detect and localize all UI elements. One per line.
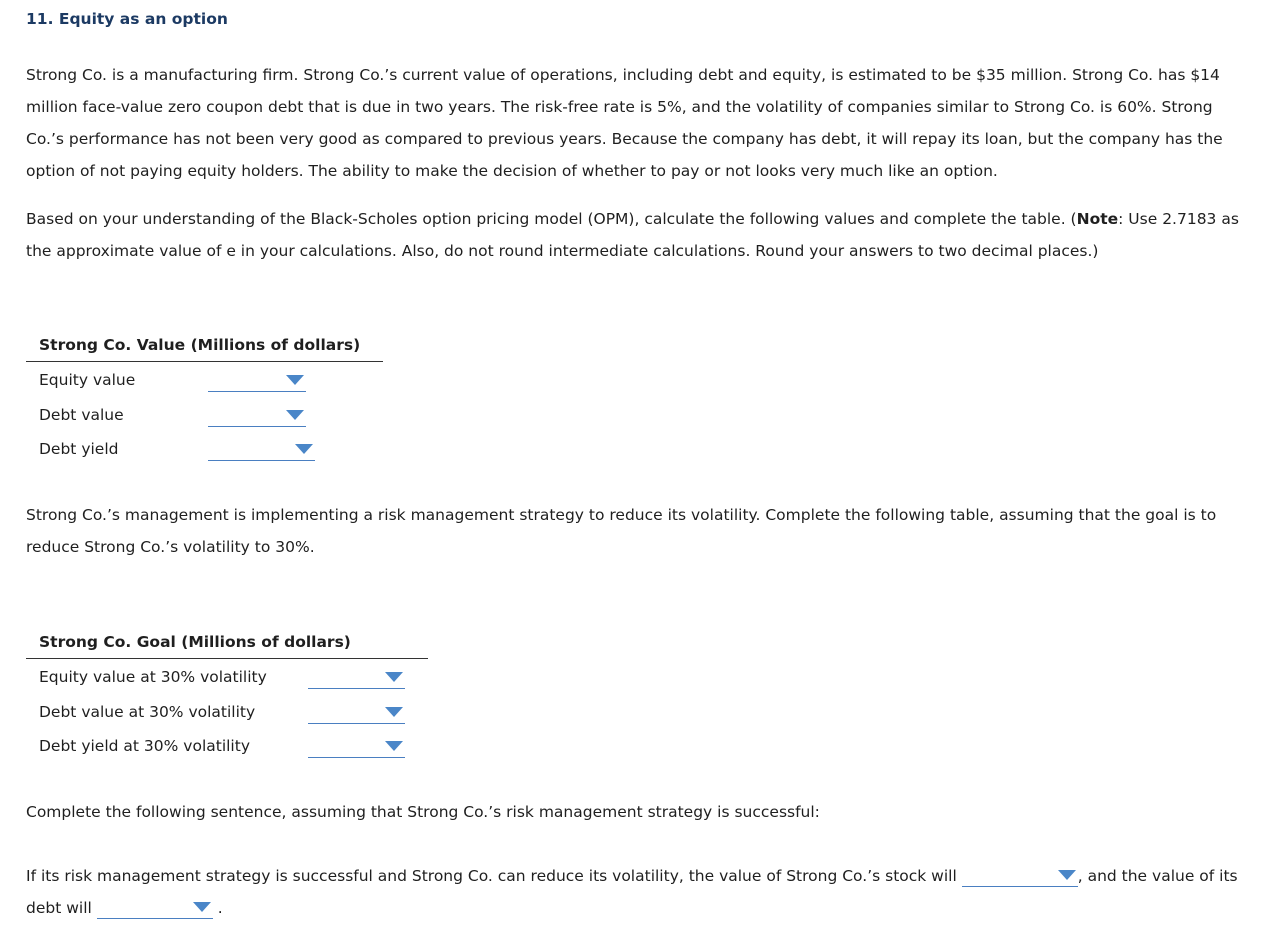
debt-yield-label: Debt yield — [39, 440, 119, 458]
sentence-part1: If its risk management strategy is successful and Strong Co. can reduce its volatility, the value of Strong Co.’s stock will — [26, 867, 957, 885]
equity-value-30-label: Equity value at 30% volatility — [39, 668, 267, 686]
sentence-part2: , and the value of its debt will — [26, 867, 1238, 917]
table-row — [26, 431, 383, 466]
table-row — [26, 397, 383, 432]
chevron-down-icon — [385, 707, 403, 717]
chevron-down-icon — [385, 672, 403, 682]
chevron-down-icon — [286, 375, 304, 385]
table-row — [26, 694, 428, 729]
debt-yield-30-label: Debt yield at 30% volatility — [39, 737, 250, 755]
debt-value-30-label: Debt value at 30% volatility — [39, 702, 256, 721]
instruction-note: Note — [1076, 210, 1119, 228]
chevron-down-icon — [1058, 870, 1076, 880]
goal-table — [26, 630, 428, 763]
stock-value-dropdown[interactable] — [962, 866, 1078, 887]
chevron-down-icon — [385, 741, 403, 751]
sentence-part3: . — [217, 899, 223, 917]
debt-value-dropdown[interactable] — [208, 404, 306, 427]
risk-paragraph: Strong Co.’s management is implementing a risk management strategy to reduce its volatility. Complete the following table, assuming that the goal is to reduce Strong Co.’s volatility to 30%. — [26, 506, 1217, 556]
question-title: 11. Equity as an option — [26, 10, 228, 28]
equity-value-label: Equity value — [39, 371, 136, 389]
goal-table-header: Strong Co. Goal (Millions of dollars) — [26, 630, 428, 659]
equity-value-dropdown[interactable] — [208, 369, 306, 392]
sentence-prompt: Complete the following sentence, assuming that Strong Co.’s risk management strategy is successful: — [26, 803, 820, 821]
fill-in-sentence — [26, 860, 1256, 924]
value-table-header: Strong Co. Value (Millions of dollars) — [26, 333, 383, 362]
table-row — [26, 659, 428, 694]
chevron-down-icon — [295, 444, 313, 454]
debt-value-label: Debt value — [39, 405, 124, 424]
chevron-down-icon — [193, 902, 211, 912]
value-table — [26, 333, 383, 466]
debt-value-30-dropdown[interactable] — [308, 701, 405, 724]
debt-yield-30-dropdown[interactable] — [308, 735, 405, 758]
instruction-paragraph — [26, 203, 1251, 267]
instruction-pre: Based on your understanding of the Black-Scholes option pricing model (OPM), calculate the following values and complete the table. ( — [26, 210, 1077, 228]
table-row — [26, 728, 428, 763]
equity-value-30-dropdown[interactable] — [308, 666, 405, 689]
intro-paragraph: Strong Co. is a manufacturing firm. Strong Co.’s current value of operations, including debt and equity, is estimated to be $35 million. Strong Co. has $14 million face-value zero coupon debt that is due in two years. The risk-free rate is 5%, and the volatility of companies similar to Strong Co. is 60%. Strong Co.’s performance has not been very good as compared to previous years. Because the company has debt, it will repay its loan, but the company has the option of not paying equity holders. The ability to make the decision of whether to pay or not looks very much like an option. — [26, 66, 1223, 180]
chevron-down-icon — [286, 410, 304, 420]
debt-value-change-dropdown[interactable] — [97, 898, 213, 919]
instruction-post: : Use 2.7183 as the approximate value of e in your calculations. Also, do not round intermediate calculations. Round your answers to two decimal places.) — [26, 210, 1239, 260]
debt-yield-dropdown[interactable] — [208, 438, 315, 461]
table-row — [26, 362, 383, 397]
